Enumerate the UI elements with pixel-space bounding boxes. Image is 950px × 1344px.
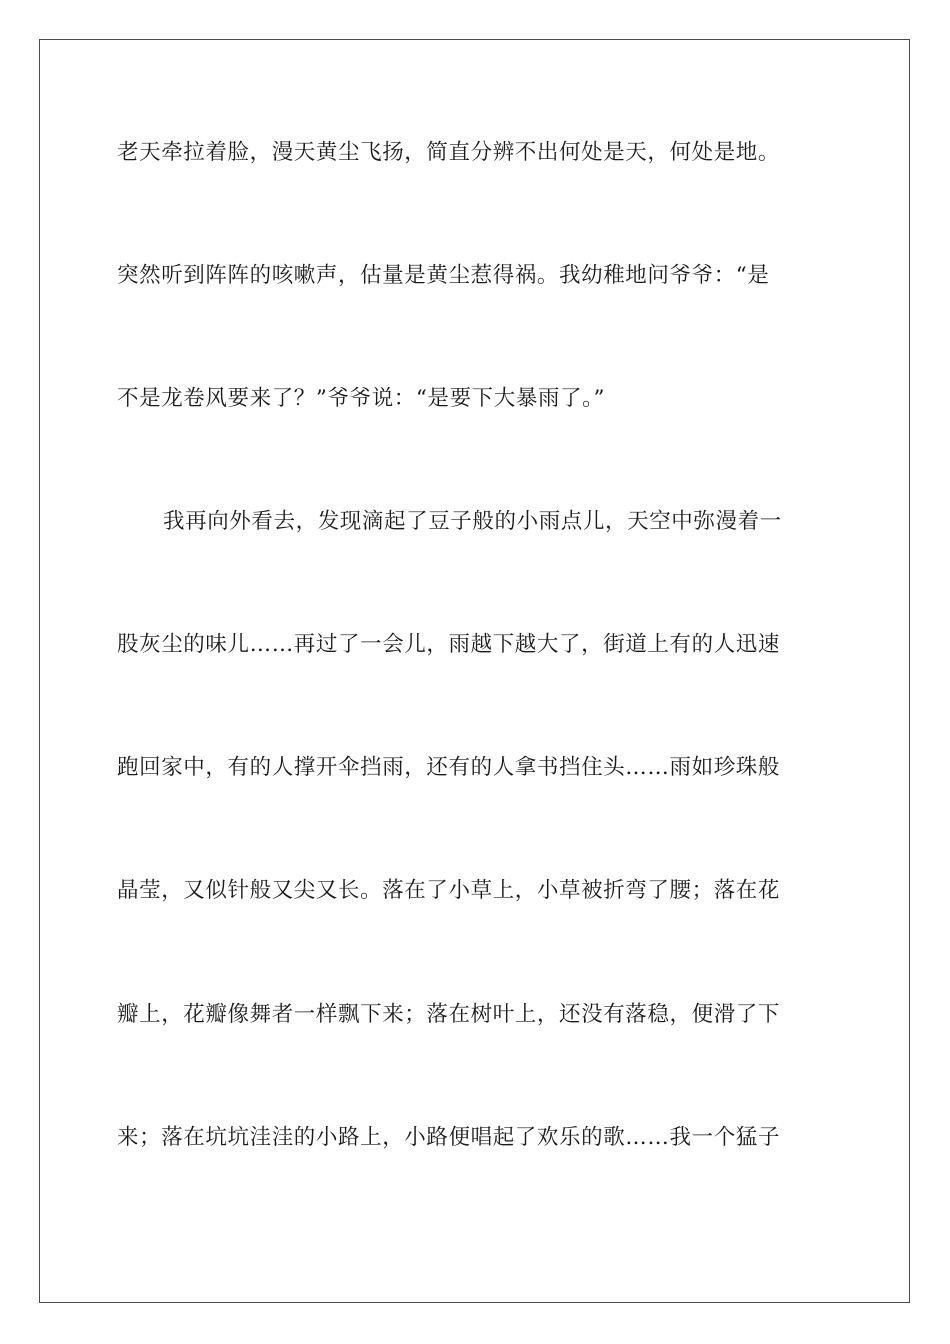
text-line-9: 来；落在坑坑洼洼的小路上，小路便唱起了欢乐的歌……我一个猛子: [117, 1125, 781, 1150]
text-line-6: 跑回家中，有的人撑开伞挡雨，还有的人拿书挡住头……雨如珍珠般: [117, 755, 781, 780]
text-line-1: 老天牵拉着脸，漫天黄尘飞扬，简直分辨不出何处是天，何处是地。: [117, 140, 781, 165]
text-line-4: 我再向外看去，发现滴起了豆子般的小雨点儿，天空中弥漫着一: [163, 509, 782, 534]
page-border: [39, 39, 910, 1303]
text-line-5: 股灰尘的味儿……再过了一会儿，雨越下越大了，街道上有的人迅速: [117, 632, 781, 657]
text-line-3: 不是龙卷风要来了？”爷爷说：“是要下大暴雨了。”: [117, 386, 606, 411]
text-line-8: 瓣上，花瓣像舞者一样飘下来；落在树叶上，还没有落稳，便滑了下: [117, 1002, 781, 1027]
text-line-7: 晶莹，又似针般又尖又长。落在了小草上，小草被折弯了腰；落在花: [117, 878, 781, 903]
text-line-2: 突然听到阵阵的咳嗽声，估量是黄尘惹得祸。我幼稚地问爷爷：“是: [117, 263, 770, 288]
